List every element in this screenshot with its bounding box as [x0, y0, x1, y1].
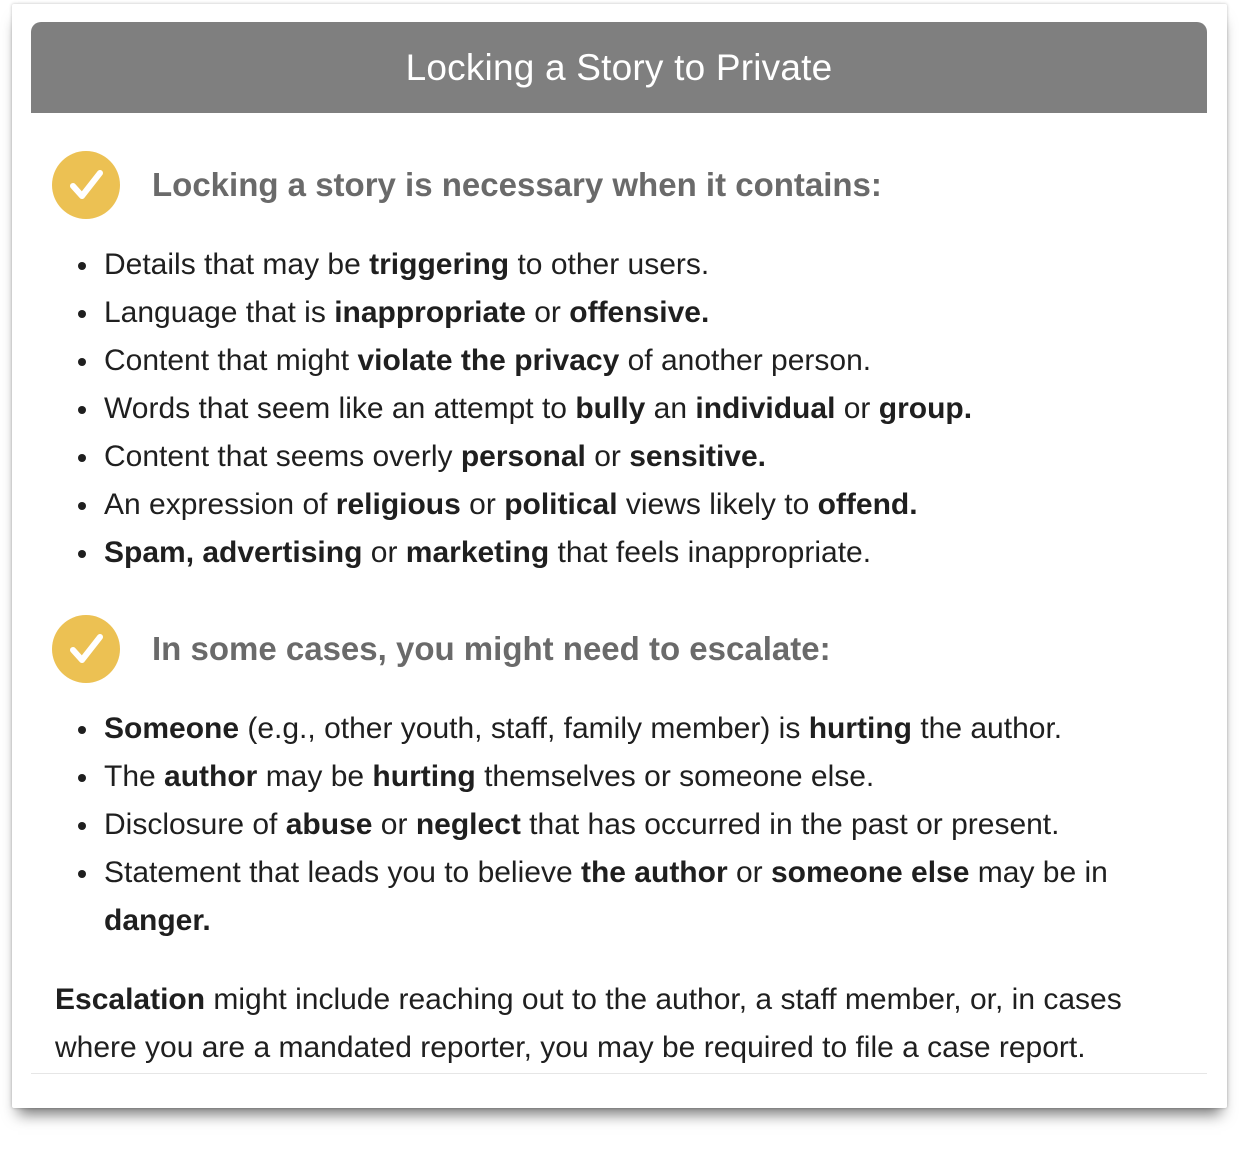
list-item — [52, 849, 1162, 945]
list-item — [52, 433, 1212, 481]
text-run: Language that is — [104, 296, 335, 329]
text-run: An expression of — [104, 488, 336, 521]
text-run: Statement that leads you to believe — [104, 856, 581, 889]
text-run: or — [727, 856, 771, 889]
text-run: an — [645, 392, 696, 425]
emphasis-text: Spam, advertising — [104, 536, 363, 569]
emphasis-text: religious — [335, 488, 461, 521]
list-item — [52, 753, 1162, 801]
list-item — [52, 385, 1212, 433]
emphasis-text: violate the privacy — [357, 344, 620, 377]
text-run: or — [835, 392, 879, 425]
list-item — [52, 801, 1162, 849]
text-run: or — [460, 488, 505, 521]
text-run: views likely to — [617, 488, 818, 521]
section-escalation-cases — [52, 614, 1212, 945]
bullet-icon — [78, 310, 86, 318]
text-run: (e.g., other youth, staff, family member) is — [239, 712, 809, 745]
emphasis-text: abuse — [285, 808, 373, 841]
list-item — [52, 241, 1212, 289]
bullet-icon — [78, 262, 86, 270]
text-run: or — [362, 536, 406, 569]
bullet-icon — [78, 822, 86, 830]
bullet-icon — [78, 502, 86, 510]
emphasis-text: group. — [878, 392, 973, 425]
bottom-divider — [31, 1073, 1207, 1074]
text-run: that feels inappropriate. — [549, 536, 872, 569]
list-item — [52, 289, 1212, 337]
list-item — [52, 529, 1212, 577]
bullet-icon — [78, 774, 86, 782]
text-run: themselves or someone else. — [475, 760, 875, 793]
escalation-cases-list — [52, 705, 1162, 945]
bullet-icon — [78, 726, 86, 734]
list-item — [52, 337, 1212, 385]
bullet-icon — [78, 406, 86, 414]
emphasis-text: hurting — [372, 760, 476, 793]
emphasis-text: offend. — [817, 488, 918, 521]
check-icon — [52, 615, 120, 683]
section-lock-reasons — [52, 150, 1212, 577]
bullet-icon — [78, 454, 86, 462]
text-run: Details that may be — [104, 248, 370, 281]
bullet-icon — [78, 870, 86, 878]
emphasis-text: offensive. — [569, 296, 710, 329]
text-run: to other users. — [509, 248, 710, 281]
emphasis-text: danger. — [104, 904, 211, 937]
text-run: might include reaching out to the author, a staff member, or, in cases where you are a mandated reporter, you may be required to file a case report. — [55, 983, 1122, 1064]
text-run: Disclosure of — [104, 808, 286, 841]
bullet-icon — [78, 550, 86, 558]
emphasis-text: someone else — [771, 856, 970, 889]
text-run: of another person. — [619, 344, 872, 377]
text-run: that has occurred in the past or present. — [520, 808, 1060, 841]
list-item — [52, 705, 1162, 753]
emphasis-text: bully — [575, 392, 646, 425]
text-run: or — [585, 440, 630, 473]
text-run: Content that might — [104, 344, 358, 377]
bullet-icon — [78, 358, 86, 366]
list-item — [52, 481, 1212, 529]
section-heading — [52, 150, 1212, 220]
emphasis-text: marketing — [405, 536, 550, 569]
emphasis-text: individual — [695, 392, 836, 425]
emphasis-text: sensitive. — [629, 440, 766, 473]
section-heading-text: In some cases, you might need to escalate: — [152, 630, 831, 667]
text-run: or — [525, 296, 570, 329]
text-run: Words that seem like an attempt to — [104, 392, 576, 425]
text-run: Content that seems overly — [104, 440, 461, 473]
text-run: may be in — [969, 856, 1108, 889]
emphasis-text: Someone — [104, 712, 240, 745]
emphasis-text: political — [504, 488, 618, 521]
emphasis-text: hurting — [808, 712, 912, 745]
emphasis-text: neglect — [415, 808, 521, 841]
emphasis-text: author — [164, 760, 258, 793]
text-run: or — [372, 808, 416, 841]
escalation-note — [55, 976, 1205, 1072]
section-heading-text: Locking a story is necessary when it contains: — [152, 166, 882, 203]
emphasis-text: Escalation — [55, 983, 206, 1016]
check-icon — [52, 151, 120, 219]
text-run: the author. — [912, 712, 1063, 745]
emphasis-text: the author — [580, 856, 728, 889]
header-bar — [31, 22, 1207, 113]
section-heading — [52, 614, 1212, 684]
text-run: The — [104, 760, 165, 793]
text-run: may be — [257, 760, 373, 793]
lock-reasons-list — [52, 241, 1212, 577]
emphasis-text: inappropriate — [334, 296, 526, 329]
emphasis-text: triggering — [369, 248, 510, 281]
page-title: Locking a Story to Private — [405, 46, 833, 88]
emphasis-text: personal — [460, 440, 586, 473]
